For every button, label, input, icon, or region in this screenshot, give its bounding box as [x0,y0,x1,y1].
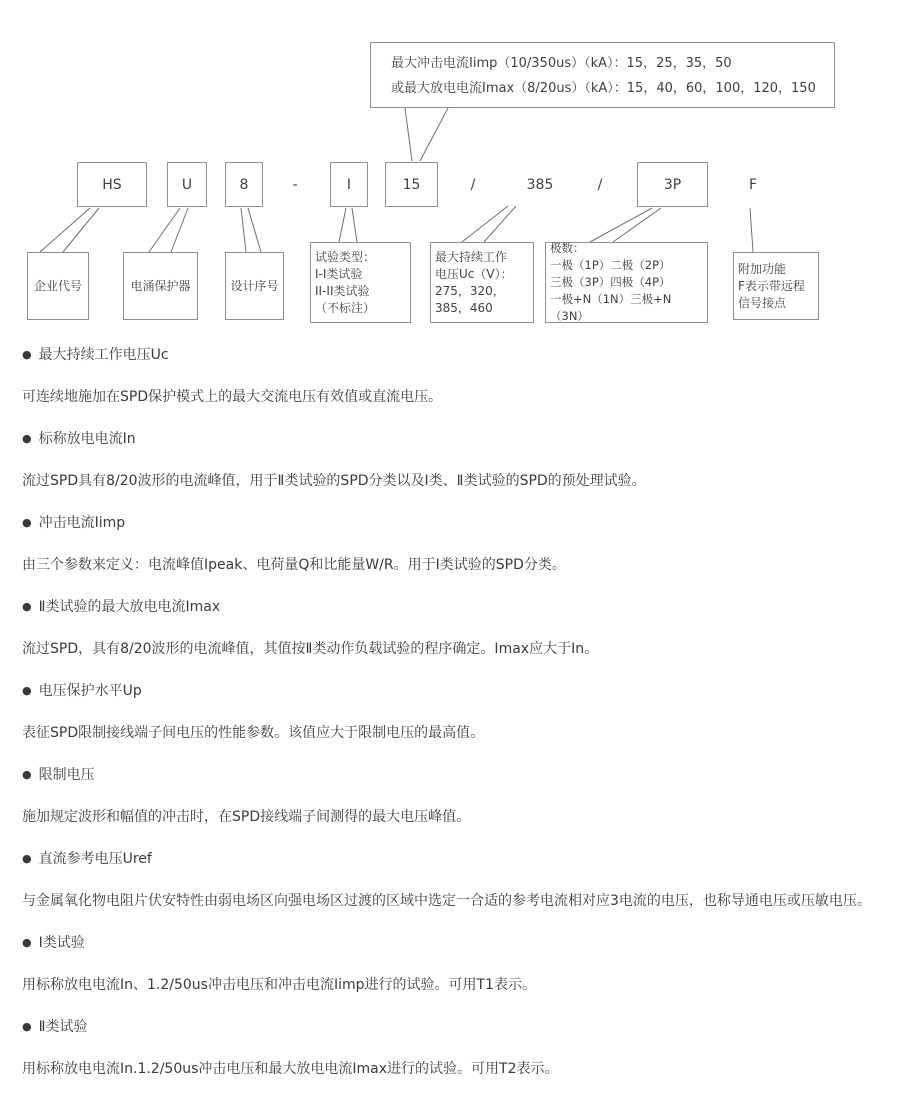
code-segment-product: U [167,162,207,207]
connector-line [484,206,516,242]
connector-line [40,208,90,252]
definition-desc: 表征SPD限制接线端子间电压的性能参数。该值应大于限制电压的最高值。 [22,725,485,741]
code-separator-slash2: / [597,176,603,193]
legend-line: 一极（1P）二极（2P） [550,258,671,272]
legend-line: 385，460 [435,300,493,315]
bullet-icon: ● [22,684,32,697]
definition-desc: 用标称放电电流In、1.2/50us冲击电压和冲击电流Iimp进行的试验。可用T1表示。 [22,977,536,993]
model-code-diagram [0,0,900,340]
connector-line [420,108,448,161]
legend-line: 最大持续工作 [435,249,508,264]
legend-line: 附加功能 [738,261,787,276]
legend-line: I-I类试验 [315,266,363,281]
connector-line [248,208,261,252]
definition-term [22,932,888,974]
definition-term [22,848,888,890]
legend-line: 试验类型： [315,249,376,264]
legend-line: 三极（3P）四极（4P） [550,275,671,289]
legend-poles [545,242,708,323]
definition-term [22,596,888,638]
definition-term [22,428,888,470]
definition-term-text: 冲击电流Iimp [38,515,126,531]
bullet-icon: ● [22,936,32,949]
legend-line: 电压Uc（V）： [435,266,513,281]
definition-term-text: 标称放电电流In [38,431,136,447]
definition-desc: 用标称放电电流In.1.2/50us冲击电压和最大放电电流Imax进行的试验。可用T2表示。 [22,1061,559,1077]
legend-line: II-II类试验 [315,283,370,298]
legend-line: 设计序号 [230,278,279,293]
definition-term-text: Ⅰ类试验 [38,935,85,951]
legend-design-number [225,252,284,320]
definition-term-text: 限制电压 [38,767,95,783]
definition-desc: 流过SPD具有8/20波形的电流峰值，用于Ⅱ类试验的SPD分类以及Ⅰ类、Ⅱ类试验的SPD的预处理试验。 [22,473,646,489]
callout-line2: 或最大放电电流Imax（8/20us）（kA）：15，40，60，100，120，150 [391,81,816,96]
connector-line [339,208,346,242]
legend-line: 企业代号 [33,278,82,293]
connector-line [352,208,357,242]
legend-line: 275，320， [435,283,505,298]
code-separator-slash1: / [470,176,476,193]
bullet-icon: ● [22,600,32,613]
definition-term-text: Ⅱ类试验 [38,1019,88,1035]
code-segment-poles: 3P [637,162,708,207]
legend-line: F表示带远程 [738,278,805,293]
bullet-icon: ● [22,1020,32,1033]
connector-line [750,208,753,252]
definition-term [22,1016,888,1058]
code-segment-current: 15 [385,162,438,207]
code-segment-testclass: I [330,162,368,207]
connector-line [171,208,188,252]
code-segment-voltage: 385 [526,176,554,193]
legend-extra-function [733,252,819,320]
legend-line: 极数： [550,241,585,255]
connector-line [241,208,246,252]
connector-line [63,208,99,252]
definition-desc: 可连续地施加在SPD保护模式上的最大交流电压有效值或直流电压。 [22,389,443,405]
legend-max-voltage [430,242,534,323]
definition-term-text: 直流参考电压Uref [38,851,152,867]
definition-desc: 施加规定波形和幅值的冲击时，在SPD接线端子间测得的最大电压峰值。 [22,809,471,825]
definition-term [22,512,888,554]
bullet-icon: ● [22,768,32,781]
legend-surge-protector [123,252,198,320]
bullet-icon: ● [22,516,32,529]
definition-desc: 流过SPD，具有8/20波形的电流峰值，其值按Ⅱ类动作负载试验的程序确定。Imax应大于In。 [22,641,599,657]
definitions-list [22,344,888,1100]
legend-company-code [27,252,89,320]
legend-line: 一极+N（1N）三极+N（3N） [550,292,672,323]
legend-test-type [310,242,411,323]
connector-line [149,208,180,252]
legend-line: 信号接点 [738,295,787,310]
bullet-icon: ● [22,852,32,865]
definition-term [22,344,888,386]
definition-term [22,680,888,722]
callout-line1: 最大冲击电流Iimp（10/350us）（kA）：15，25，35，50 [391,56,732,71]
code-segment-function: F [748,176,758,193]
definition-desc: 与金属氧化物电阻片伏安特性由弱电场区向强电场区过渡的区域中选定一合适的参考电流相对应3电流的电压，也称导通电压或压敏电压。 [22,893,871,909]
definition-term-text: Ⅱ类试验的最大放电电流Imax [38,599,221,615]
code-separator-dash: - [292,176,298,193]
connector-line [405,108,412,161]
code-segment-design: 8 [225,162,263,207]
impulse-current-callout [370,42,835,108]
definition-desc: 由三个参数来定义：电流峰值Ipeak、电荷量Q和比能量W/R。用于Ⅰ类试验的SPD分类。 [22,557,566,573]
legend-line: （不标注） [315,300,376,315]
bullet-icon: ● [22,432,32,445]
definition-term-text: 电压保护水平Up [38,683,142,699]
definition-term-text: 最大持续工作电压Uc [38,347,169,363]
legend-line: 电涌保护器 [130,278,191,293]
definition-term [22,764,888,806]
bullet-icon: ● [22,348,32,361]
code-segment-company: HS [77,162,147,207]
connector-line [462,206,508,242]
